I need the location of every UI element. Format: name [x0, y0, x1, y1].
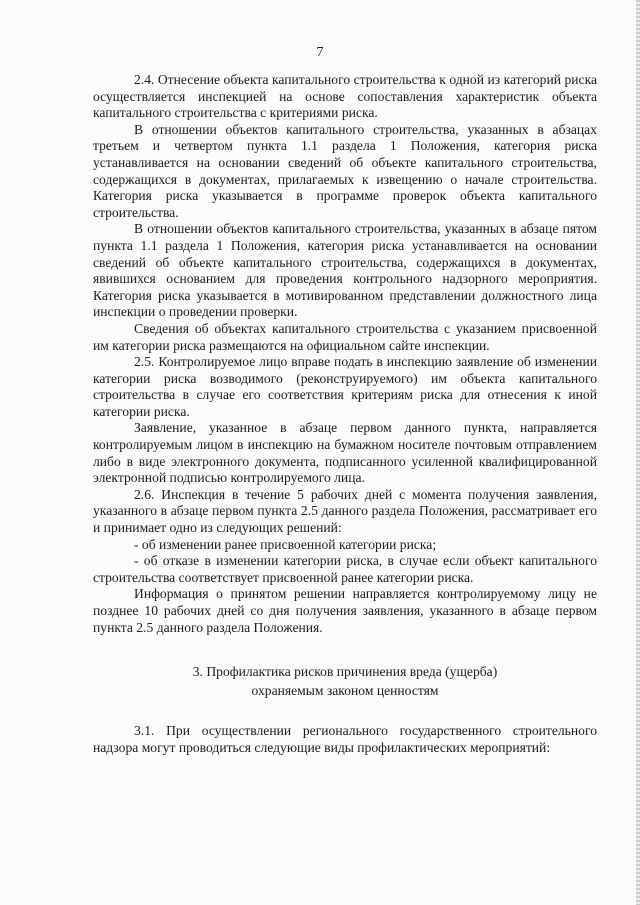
paragraph-2-4: 2.4. Отнесение объекта капитального строительства к одной из категорий риска осуществляется инспекцией на основе сопоставления характеристик объекта капитального строительства с критериями риска.: [93, 72, 597, 121]
paragraph-decision-notification: Информация о принятом решении направляется контролируемому лицу не позднее 10 рабочих дней со дня получения заявления, указанного в абзаце первом пункта 2.5 данного раздела Положения.: [93, 586, 597, 635]
paragraph-2-5: 2.5. Контролируемое лицо вправе подать в инспекцию заявление об изменении категории риска возводимого (реконструируемого) им объекта капитального строительства в случае его соответствия критериям риска для отнесения к иной категории риска.: [93, 354, 597, 419]
section-heading-line-2: охраняемым законом ценностям: [251, 683, 439, 699]
section-heading: [93, 662, 597, 700]
paragraph-risk-info-published: Сведения об объектах капитального строительства с указанием присвоенной им категории риска размещаются на официальном сайте инспекции.: [93, 320, 597, 353]
list-item-refuse-change: - об отказе в изменении категории риска, в случае если объект капитального строительства соответствует присвоенной ранее категории риска.: [93, 553, 597, 585]
document-body: [93, 72, 597, 756]
scan-edge-decoration: [636, 0, 640, 905]
paragraph-risk-category-inspection: В отношении объектов капитального строительства, указанных в абзаце пятом пункта 1.1 раздела 1 Положения, категория риска устанавливается на основании сведений об объекте капитального строительства, содержащихся в документах, явившихся основанием для проведения контрольного надзорного мероприятия. Категория риска указывается в мотивированном представлении должностного лица инспекции о проведении проверки.: [93, 221, 597, 320]
list-item-change-category: - об изменении ранее присвоенной категории риска;: [134, 536, 437, 552]
paragraph-3-1: 3.1. При осуществлении регионального государственного строительного надзора могут проводиться следующие виды профилактических мероприятий:: [93, 723, 597, 755]
section-heading-line-1: 3. Профилактика рисков причинения вреда (ущерба): [192, 664, 498, 680]
paragraph-application-submission: Заявление, указанное в абзаце первом данного пункта, направляется контролируемым лицом в инспекцию на бумажном носителе почтовым отправлением либо в виде электронного документа, подписанного усиленной квалифицированной электронной подписью контролируемого лица.: [93, 420, 597, 486]
page-number: 7: [316, 45, 324, 60]
paragraph-2-6: 2.6. Инспекция в течение 5 рабочих дней с момента получения заявления, указанного в абзаце первом пункта 2.5 данного раздела Положения, рассматривает его и принимает одно из следующих решений:: [93, 486, 597, 536]
paragraph-risk-category-notice: В отношении объектов капитального строительства, указанных в абзацах третьем и четвертом пункта 1.1 раздела 1 Положения, категория риска устанавливается на основании сведений об объекте капитального строительства, содержащихся в документах, прилагаемых к извещению о начале строительства. Категория риска указывается в программе проверок объекта капитального строительства.: [93, 121, 597, 220]
